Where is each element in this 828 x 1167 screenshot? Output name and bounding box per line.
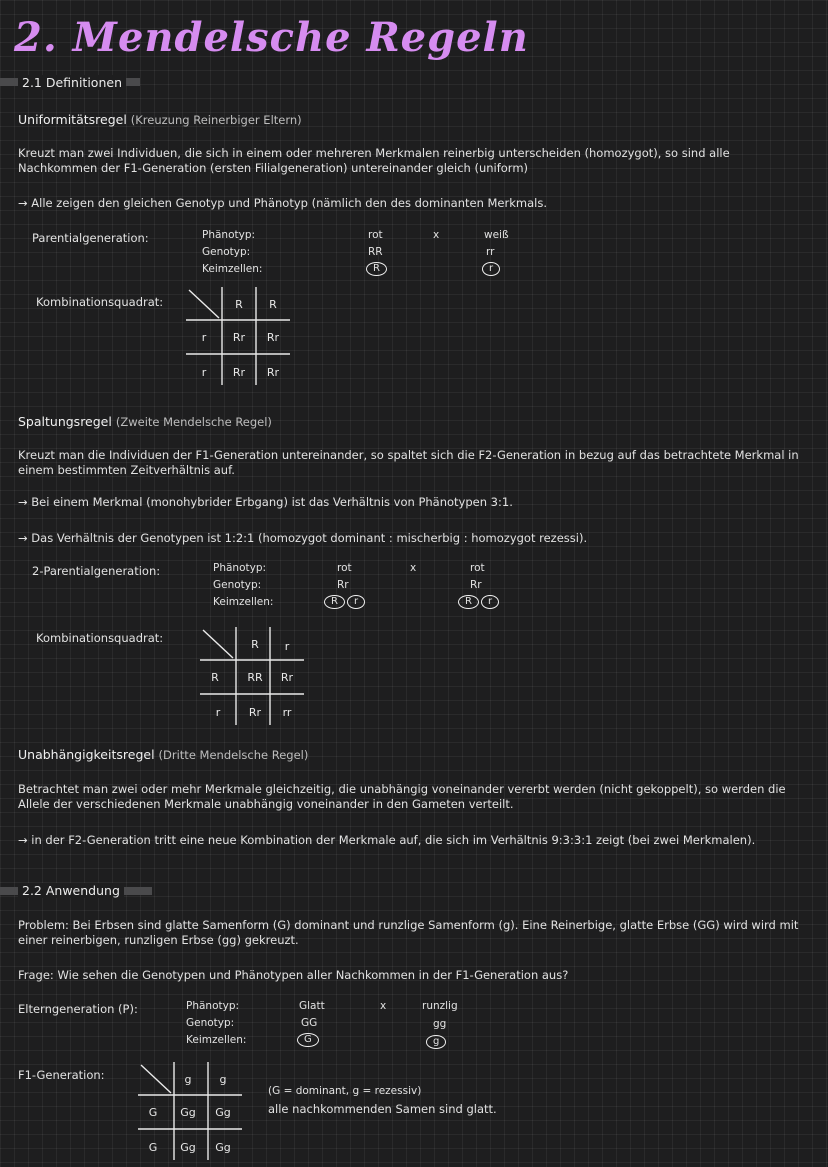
genotype-cell: Gg: [180, 1141, 196, 1154]
gamete-circle: R: [324, 595, 345, 609]
heading-sub: (Kreuzung Reinerbiger Eltern): [130, 113, 302, 127]
heading-uniformitaetsregel: [18, 112, 302, 127]
p2-genotyp: Rr: [470, 579, 482, 591]
heading-text: Unabhängigkeitsregel: [18, 747, 155, 762]
p2-phaenotyp: runzlig: [422, 1000, 458, 1012]
cross-symbol: x: [380, 1000, 387, 1012]
gamete-circle: G: [297, 1033, 319, 1047]
allele-top-2: g: [219, 1073, 227, 1086]
genotype-cell: Rr: [232, 366, 246, 379]
genotype-cell: Rr: [248, 706, 262, 719]
gamete-circle: r: [347, 595, 365, 609]
genotype-cell: rr: [282, 706, 292, 719]
genotype-cell: Rr: [266, 331, 280, 344]
genotype-cell: RR: [247, 671, 263, 684]
genotyp-label: Genotyp:: [202, 246, 251, 258]
spalt-paragraph: Kreuzt man die Individuen der F1-Generation untereinander, so spaltet sich die F2-Generation in bezug auf das betrachtete Merkmal in einem bestimmten Zeitverhältnis auf.: [18, 448, 799, 477]
p1-keimzelle: [297, 1033, 321, 1047]
p2-phaenotyp: rot: [470, 562, 485, 574]
p2-genotyp: gg: [433, 1018, 447, 1030]
allele-left-2: r: [201, 366, 207, 379]
allele-top-1: g: [184, 1073, 192, 1086]
heading-spaltungsregel: [18, 414, 272, 429]
p1-genotyp: RR: [368, 246, 383, 258]
anw-frage: Frage: Wie sehen die Genotypen und Phänotypen aller Nachkommen in der F1-Generation aus?: [18, 968, 569, 982]
allele-top-2: R: [269, 298, 277, 311]
kombinationsquadrat-label: Kombinationsquadrat:: [36, 295, 164, 309]
allele-left-1: R: [211, 671, 219, 684]
allele-left-2: G: [148, 1141, 158, 1154]
allele-left-2: r: [215, 706, 221, 719]
keimzellen-label: Keimzellen:: [186, 1034, 247, 1046]
spalt-arrow-note-1: → Bei einem Merkmal (monohybrider Erbgang) ist das Verhältnis von Phänotypen 3:1.: [18, 495, 513, 509]
parental-label: Parentialgeneration:: [32, 231, 149, 245]
genotype-cell: Gg: [215, 1106, 231, 1119]
punnett-square-uniform: [186, 287, 296, 387]
p1-keimzellen: [324, 595, 367, 609]
keimzellen-label: Keimzellen:: [202, 263, 263, 275]
phaenotyp-label: Phänotyp:: [186, 1000, 240, 1012]
unab-paragraph: Betrachtet man zwei oder mehr Merkmale gleichzeitig, die unabhängig voneinander vererbt werden (nicht gekoppelt), so werden die Allele der verschiedenen Merkmale unabhängig voneinander in den Gameten verteilt.: [18, 782, 786, 811]
genotype-cell: Rr: [280, 671, 294, 684]
kombinationsquadrat-label: Kombinationsquadrat:: [36, 631, 164, 645]
cross-symbol: x: [410, 562, 417, 574]
p1-phaenotyp: Glatt: [299, 1000, 325, 1012]
section-heading-anwendung: 2.2 Anwendung: [18, 883, 124, 898]
p2-keimzelle: [426, 1035, 448, 1049]
cross-symbol: x: [433, 229, 440, 241]
genotyp-label: Genotyp:: [186, 1017, 235, 1029]
phaenotyp-label: Phänotyp:: [202, 229, 256, 241]
genotype-cell: Rr: [232, 331, 246, 344]
gamete-circle: R: [366, 262, 387, 276]
p1-phaenotyp: rot: [337, 562, 352, 574]
phaenotyp-label: Phänotyp:: [213, 562, 267, 574]
punnett-square-spaltung: [200, 627, 310, 727]
uni-paragraph: Kreuzt man zwei Individuen, die sich in einem oder mehreren Merkmalen reinerbig unterscheiden (homozygot), so sind alle Nachkommen der F1-Generation (ersten Filialgeneration) untereinander gleich (uniform): [18, 146, 730, 175]
p2-keimzelle: [482, 262, 502, 276]
genotype-cell: Rr: [266, 366, 280, 379]
heading-sub: (Dritte Mendelsche Regel): [158, 748, 309, 762]
keimzellen-label: Keimzellen:: [213, 596, 274, 608]
genotype-cell: Gg: [180, 1106, 196, 1119]
eltern-label: Elterngeneration (P):: [18, 1002, 138, 1016]
p1-keimzelle: [366, 262, 389, 276]
p2-phaenotyp: weiß: [484, 229, 509, 241]
allele-top-2: r: [284, 640, 290, 653]
result-note: alle nachkommenden Samen sind glatt.: [268, 1102, 497, 1116]
allele-left-1: r: [201, 331, 207, 344]
uni-arrow-note: → Alle zeigen den gleichen Genotyp und Phänotyp (nämlich den des dominanten Merkmals.: [18, 196, 547, 210]
p1-genotyp: GG: [301, 1017, 318, 1029]
spalt-arrow-note-2: → Das Verhältnis der Genotypen ist 1:2:1 (homozygot dominant : mischerbig : homozygot rezessi).: [18, 531, 588, 545]
f1-generation-label: F1-Generation:: [18, 1068, 105, 1082]
punnett-square-anwendung: [138, 1062, 248, 1162]
section-heading-definitionen: 2.1 Definitionen: [18, 75, 126, 90]
allele-top-1: R: [251, 638, 259, 651]
gamete-circle: r: [482, 262, 500, 276]
genotype-cell: Gg: [215, 1141, 231, 1154]
legend-note: (G = dominant, g = rezessiv): [268, 1085, 422, 1097]
heading-sub: (Zweite Mendelsche Regel): [115, 415, 272, 429]
parental-label: 2-Parentialgeneration:: [32, 564, 161, 578]
p2-keimzellen: [458, 595, 501, 609]
p1-genotyp: Rr: [337, 579, 349, 591]
heading-text: Uniformitätsregel: [18, 112, 127, 127]
gamete-circle: r: [481, 595, 499, 609]
anw-problem: Problem: Bei Erbsen sind glatte Samenform (G) dominant und runzlige Samenform (g). Eine Reinerbige, glatte Erbse (GG) wird wird mit einer reinerbigen, runzligen Erbse (gg) gekreuzt.: [18, 918, 799, 947]
gamete-circle: g: [426, 1035, 446, 1049]
heading-unabhaengigkeitsregel: [18, 747, 308, 762]
gamete-circle: R: [458, 595, 479, 609]
p1-phaenotyp: rot: [368, 229, 383, 241]
genotyp-label: Genotyp:: [213, 579, 262, 591]
p2-genotyp: rr: [486, 246, 495, 258]
allele-top-1: R: [235, 298, 243, 311]
page-title: 2. Mendelsche Regeln: [14, 14, 529, 61]
unab-arrow-note: → in der F2-Generation tritt eine neue Kombination der Merkmale auf, die sich im Verhältnis 9:3:3:1 zeigt (bei zwei Merkmalen).: [18, 833, 756, 847]
allele-left-1: G: [148, 1106, 158, 1119]
heading-text: Spaltungsregel: [18, 414, 112, 429]
